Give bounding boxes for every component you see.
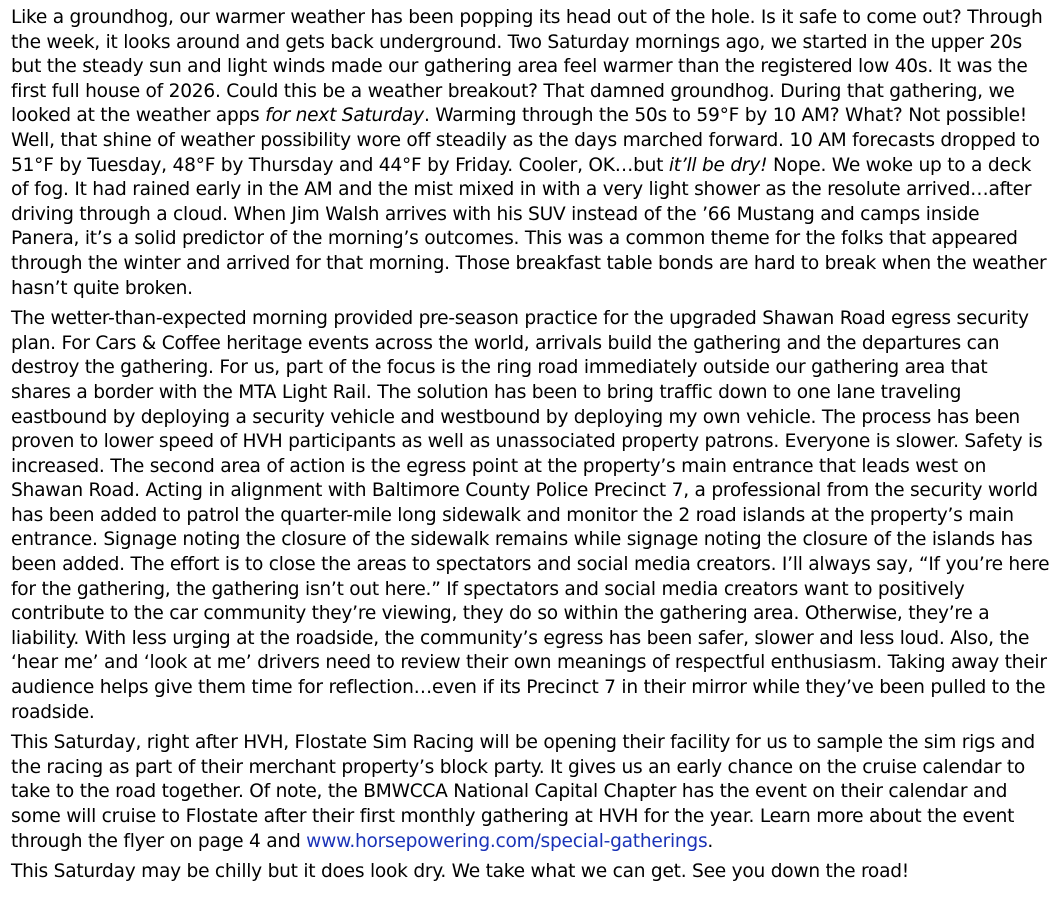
paragraph-text: Nope. We woke up to a deck of fog. It had rained early in the AM and the mist mixed in with a very light shower as the resolute arrived…after driving through a cloud. When Jim Walsh arrives with his SUV instead of the ’66 Mustang and camps inside Panera, it’s a solid predictor of the morning’s outcomes. This was a common theme for the folks that appeared through the winter and arrived for that morning. Those breakfast table bonds are hard to break when the weather hasn’t quite broken. — [11, 154, 1047, 299]
paragraph-text: . — [707, 830, 714, 852]
special-gatherings-link[interactable]: www.horsepowering.com/special-gatherings — [306, 830, 708, 852]
article-body — [11, 6, 1051, 885]
italic-phrase: for next Saturday — [265, 105, 424, 127]
paragraph-sim-racing-event — [11, 731, 1051, 854]
paragraph-text: Like a groundhog, our warmer weather has been popping its head out of the hole. Is it safe to come out? Through the week, it looks around and gets back underground. Two Saturday mornings ago, we started in the upper 20s but the steady sun and light winds made our gathering area feel warmer than the registered low 40s. It was the first full house of 2026. Could this be a weather breakout? That damned groundhog. During that gathering, we looked at the weather apps — [11, 7, 1043, 127]
italic-phrase: it’ll be dry! — [668, 154, 768, 176]
paragraph-groundhog-weather — [11, 6, 1051, 301]
paragraph-text: This Saturday, right after HVH, Flostate Sim Racing will be opening their facility for us to sample the sim rigs and the racing as part of their merchant property’s block party. It gives us an early chance on the cruise calendar to take to the road together. Of note, the BMWCCA National Capital Chapter has the event on their calendar and some will cruise to Flostate after their first monthly gathering at HVH for the year. Learn more about the event through the flyer on page 4 and — [11, 732, 1035, 852]
paragraph-egress-security: The wetter-than-expected morning provided pre-season practice for the upgraded Shawan Road egress security plan. For Cars & Coffee heritage events across the world, arrivals build the gathering and the departures can destroy the gathering. For us, part of the focus is the ring road immediately outside our gathering area that shares a border with the MTA Light Rail. The solution has been to bring traffic down to one lane traveling eastbound by deploying a security vehicle and westbound by deploying my own vehicle. The process has been proven to lower speed of HVH participants as well as unassociated property patrons. Everyone is slower. Safety is increased. The second area of action is the egress point at the property’s main entrance that leads west on Shawan Road. Acting in alignment with Baltimore County Police Precinct 7, a professional from the security world has been added to patrol the quarter-mile long sidewalk and monitor the 2 road islands at the property’s main entrance. Signage noting the closure of the sidewalk remains while signage noting the closure of the islands has been added. The effort is to close the areas to spectators and social media creators. I’ll always say, “If you’re here for the gathering, the gathering isn’t out here.” If spectators and social media creators want to positively contribute to the car community they’re viewing, they do so within the gathering area. Otherwise, they’re a liability. With less urging at the roadside, the community’s egress has been safer, slower and less loud. Also, the ‘hear me’ and ‘look at me’ drivers need to review their own meanings of respectful enthusiasm. Taking away their audience helps give them time for reflection…even if its Precinct 7 in their mirror while they’ve been pulled to the roadside. — [11, 308, 1050, 723]
paragraph-text: . Warming through the 50s to 59°F by 10 AM? What? Not possible! Well, that shine of weather possibility wore off steadily as the days marched forward. 10 AM forecasts dropped to 51°F by Tuesday, 48°F by Thursday and 44°F by Friday. Cooler, OK…but — [11, 105, 1040, 176]
paragraph-closing: This Saturday may be chilly but it does look dry. We take what we can get. See you down the road! — [11, 861, 909, 883]
